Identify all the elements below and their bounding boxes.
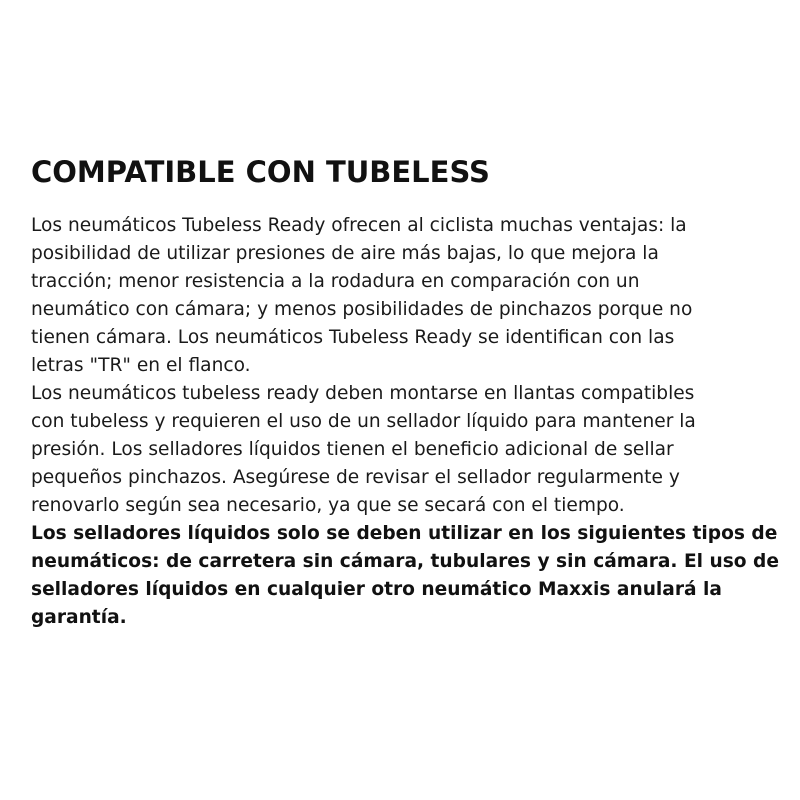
content-block (31, 152, 781, 632)
text-line: neumáticos: de carretera sin cámara, tubulares y sin cámara. El uso de (31, 551, 779, 572)
body-text (31, 212, 781, 632)
text-line: garantía. (31, 607, 127, 628)
text-line: Los selladores líquidos solo se deben utilizar en los siguientes tipos de (31, 523, 778, 544)
text-line: selladores líquidos en cualquier otro neumático Maxxis anulará la (31, 579, 722, 600)
text-line: letras "TR" en el flanco. (31, 355, 251, 376)
paragraph-warranty-warning (31, 520, 781, 632)
paragraph-mounting-sealant (31, 380, 781, 520)
text-line: Los neumáticos tubeless ready deben montarse en llantas compatibles (31, 383, 695, 404)
text-line: tienen cámara. Los neumáticos Tubeless Ready se identifican con las (31, 327, 675, 348)
text-line: renovarlo según sea necesario, ya que se secará con el tiempo. (31, 495, 625, 516)
page-title: COMPATIBLE CON TUBELESS (31, 155, 490, 189)
text-line: tracción; menor resistencia a la rodadura en comparación con un (31, 271, 640, 292)
text-line: con tubeless y requieren el uso de un sellador líquido para mantener la (31, 411, 696, 432)
text-line: neumático con cámara; y menos posibilidades de pinchazos porque no (31, 299, 693, 320)
paragraph-tubeless-benefits (31, 212, 781, 380)
text-line: presión. Los selladores líquidos tienen el beneficio adicional de sellar (31, 439, 674, 460)
text-line: Los neumáticos Tubeless Ready ofrecen al ciclista muchas ventajas: la (31, 215, 687, 236)
text-line: posibilidad de utilizar presiones de aire más bajas, lo que mejora la (31, 243, 659, 264)
text-line: pequeños pinchazos. Asegúrese de revisar el sellador regularmente y (31, 467, 680, 488)
